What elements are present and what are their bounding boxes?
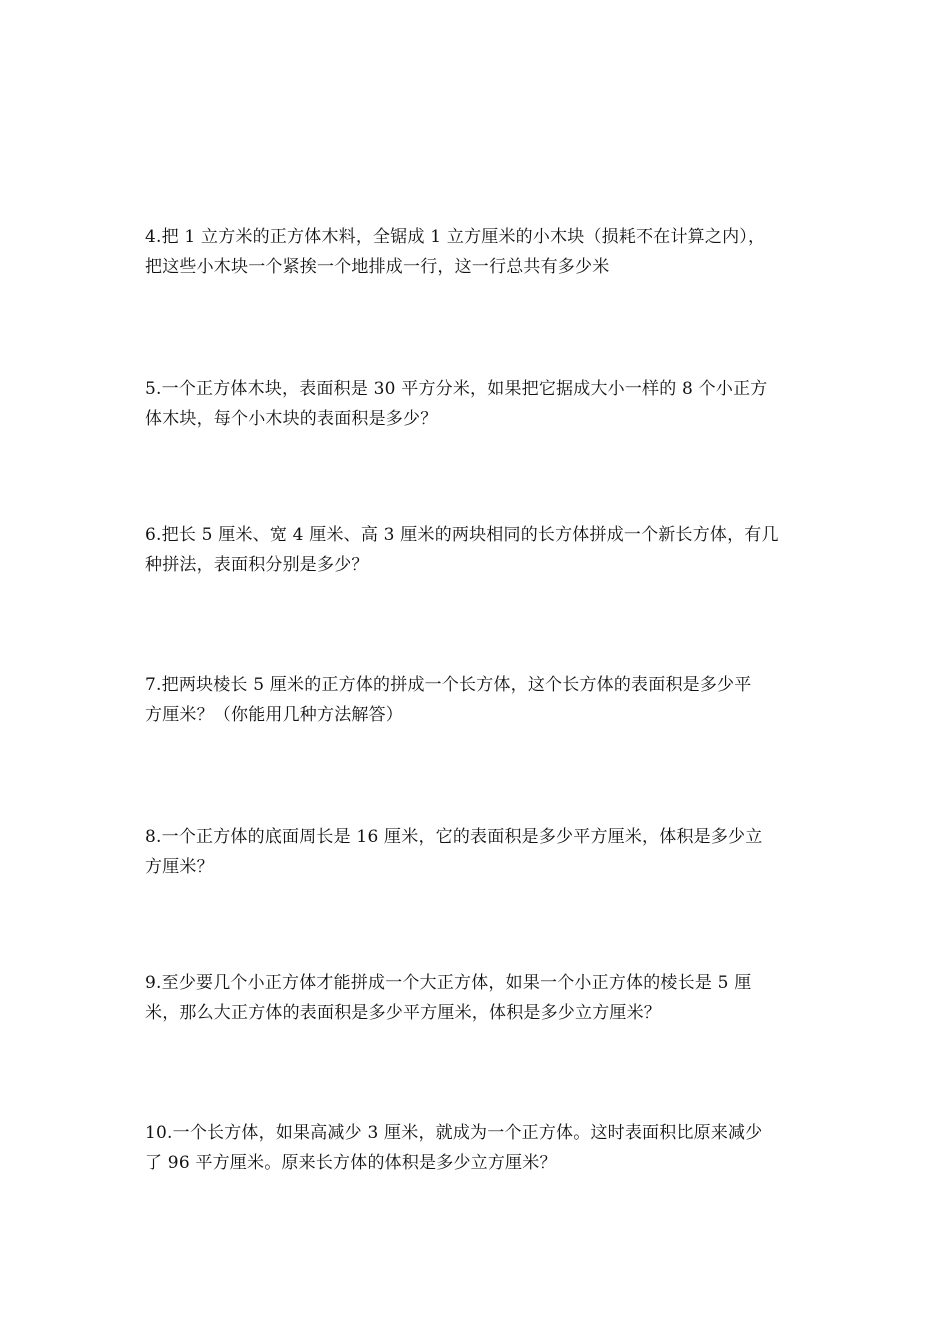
problem-5-line-2: 体木块，每个小木块的表面积是多少？ xyxy=(145,409,438,429)
problem-10-line-2: 了 96 平方厘米。原来长方体的体积是多少立方厘米？ xyxy=(145,1153,557,1173)
problem-9-line-2: 米，那么大正方体的表面积是多少平方厘米，体积是多少立方厘米？ xyxy=(145,1003,661,1023)
problem-9-line-1: 9.至少要几个小正方体才能拼成一个大正方体，如果一个小正方体的棱长是 5 厘 xyxy=(145,973,752,993)
problem-5-line-1: 5.一个正方体木块，表面积是 30 平方分米，如果把它据成大小一样的 8 个小正方 xyxy=(145,379,768,399)
problem-4-line-1: 4.把 1 立方米的正方体木料，全锯成 1 立方厘米的小木块（损耗不在计算之内）， xyxy=(145,227,766,247)
problem-9 xyxy=(145,968,813,1028)
problem-7 xyxy=(145,670,813,730)
problem-8-line-2: 方厘米？ xyxy=(145,857,214,877)
problem-6-line-1: 6.把长 5 厘米、宽 4 厘米、高 3 厘米的两块相同的长方体拼成一个新长方体，有几 xyxy=(145,525,779,545)
problem-10-line-1: 10.一个长方体，如果高减少 3 厘米，就成为一个正方体。这时表面积比原来减少 xyxy=(145,1123,763,1143)
problem-4-line-2: 把这些小木块一个紧挨一个地排成一行，这一行总共有多少米 xyxy=(145,257,610,277)
problem-8 xyxy=(145,822,813,882)
problem-5 xyxy=(145,374,813,434)
problem-8-line-1: 8.一个正方体的底面周长是 16 厘米，它的表面积是多少平方厘米，体积是多少立 xyxy=(145,827,763,847)
problem-10 xyxy=(145,1118,813,1178)
problem-4 xyxy=(145,222,813,282)
problem-7-line-2: 方厘米？（你能用几种方法解答） xyxy=(145,705,403,725)
problem-6-line-2: 种拼法，表面积分别是多少？ xyxy=(145,555,369,575)
problem-7-line-1: 7.把两块棱长 5 厘米的正方体的拼成一个长方体，这个长方体的表面积是多少平 xyxy=(145,675,752,695)
problem-6 xyxy=(145,520,813,580)
